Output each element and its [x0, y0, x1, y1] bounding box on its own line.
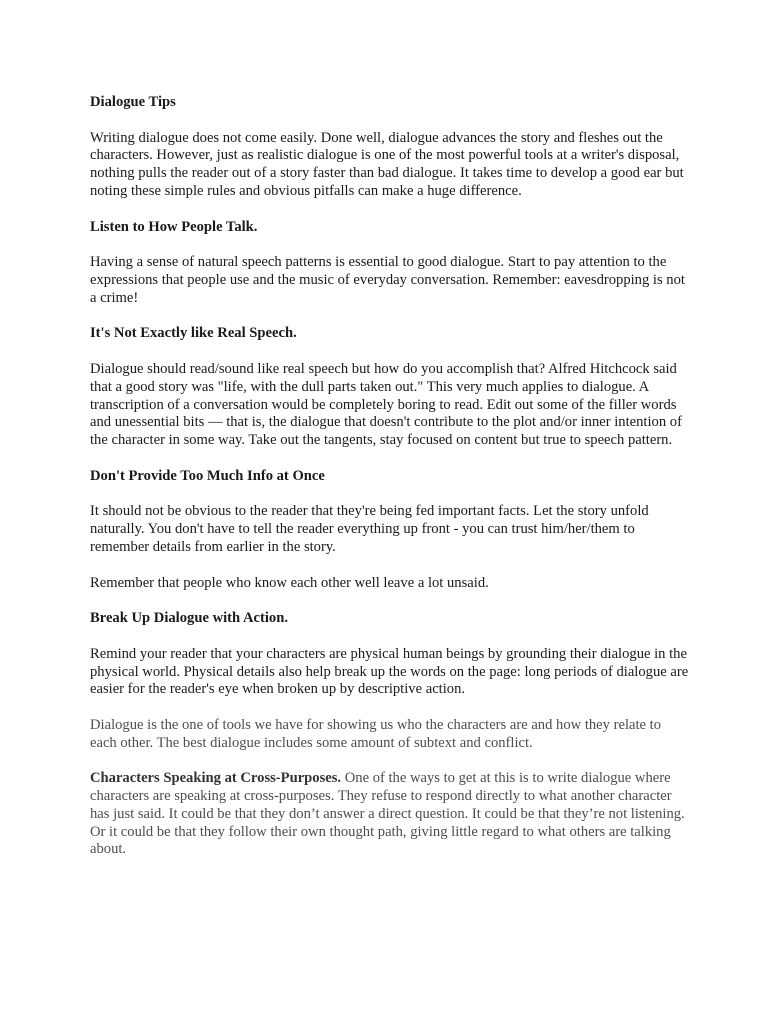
section-heading-listen: Listen to How People Talk. [90, 218, 258, 235]
section-paragraph-listen: Having a sense of natural speech patterns is essential to good dialogue. Start to pay attention to the expressions that people use and the music of everyday conversation. Remember: eavesdropping is not a crime! [90, 254, 685, 306]
section-paragraph-action: Remind your reader that your characters are physical human beings by grounding their dialogue in the physical world. Physical details also help break up the words on the page: long periods of dialogue are easier for the reader's eye when broken up by descriptive action. [90, 645, 689, 698]
section-paragraph-unsaid: Remember that people who know each other well leave a lot unsaid. [90, 574, 489, 591]
document-page [90, 94, 690, 859]
intro-paragraph: Writing dialogue does not come easily. Done well, dialogue advances the story and fleshes out the characters. However, just as realistic dialogue is one of the most powerful tools at a writer's disposal, nothing pulls the reader out of a story faster than bad dialogue. It takes time to develop a good ear but noting these simple rules and obvious pitfalls can make a huge difference. [90, 129, 684, 199]
section-paragraph-too-much-info: It should not be obvious to the reader that they're being fed important facts. Let the story unfold naturally. You don't have to tell the reader everything up front - you can trust him/her/them to remember details from earlier in the story. [90, 503, 649, 555]
section-paragraph-real-speech: Dialogue should read/sound like real speech but how do you accomplish that? Alfred Hitchcock said that a good story was "life, with the dull parts taken out." This very much applies to dialogue. A transcription of a conversation would be completely boring to read. Edit out some of the filler words and unessential bits — that is, the dialogue that doesn't contribute to the plot and/or inner intention of the character in some way. Take out the tangents, stay focused on content but true to speech pattern. [90, 360, 682, 449]
section-heading-action: Break Up Dialogue with Action. [90, 610, 288, 627]
cross-purposes-paragraph [90, 770, 690, 859]
document-title: Dialogue Tips [90, 94, 176, 110]
cross-purposes-lead: Characters Speaking at Cross-Purposes. [90, 770, 342, 787]
cross-purposes-body: One of the ways to get at this is to write dialogue where characters are speaking at cross-purposes. They refuse to respond directly to what another character has just said. It could be that they don’t answer a direct question. It could be that they’re not listening. Or it could be that they follow their own thought path, giving little regard to what others are talking about. [90, 770, 685, 858]
section-heading-too-much-info: Don't Provide Too Much Info at Once [90, 467, 325, 484]
subtext-paragraph: Dialogue is the one of tools we have for showing us who the characters are and how they relate to each other. The best dialogue includes some amount of subtext and conflict. [90, 716, 662, 751]
section-heading-real-speech: It's Not Exactly like Real Speech. [90, 325, 297, 342]
